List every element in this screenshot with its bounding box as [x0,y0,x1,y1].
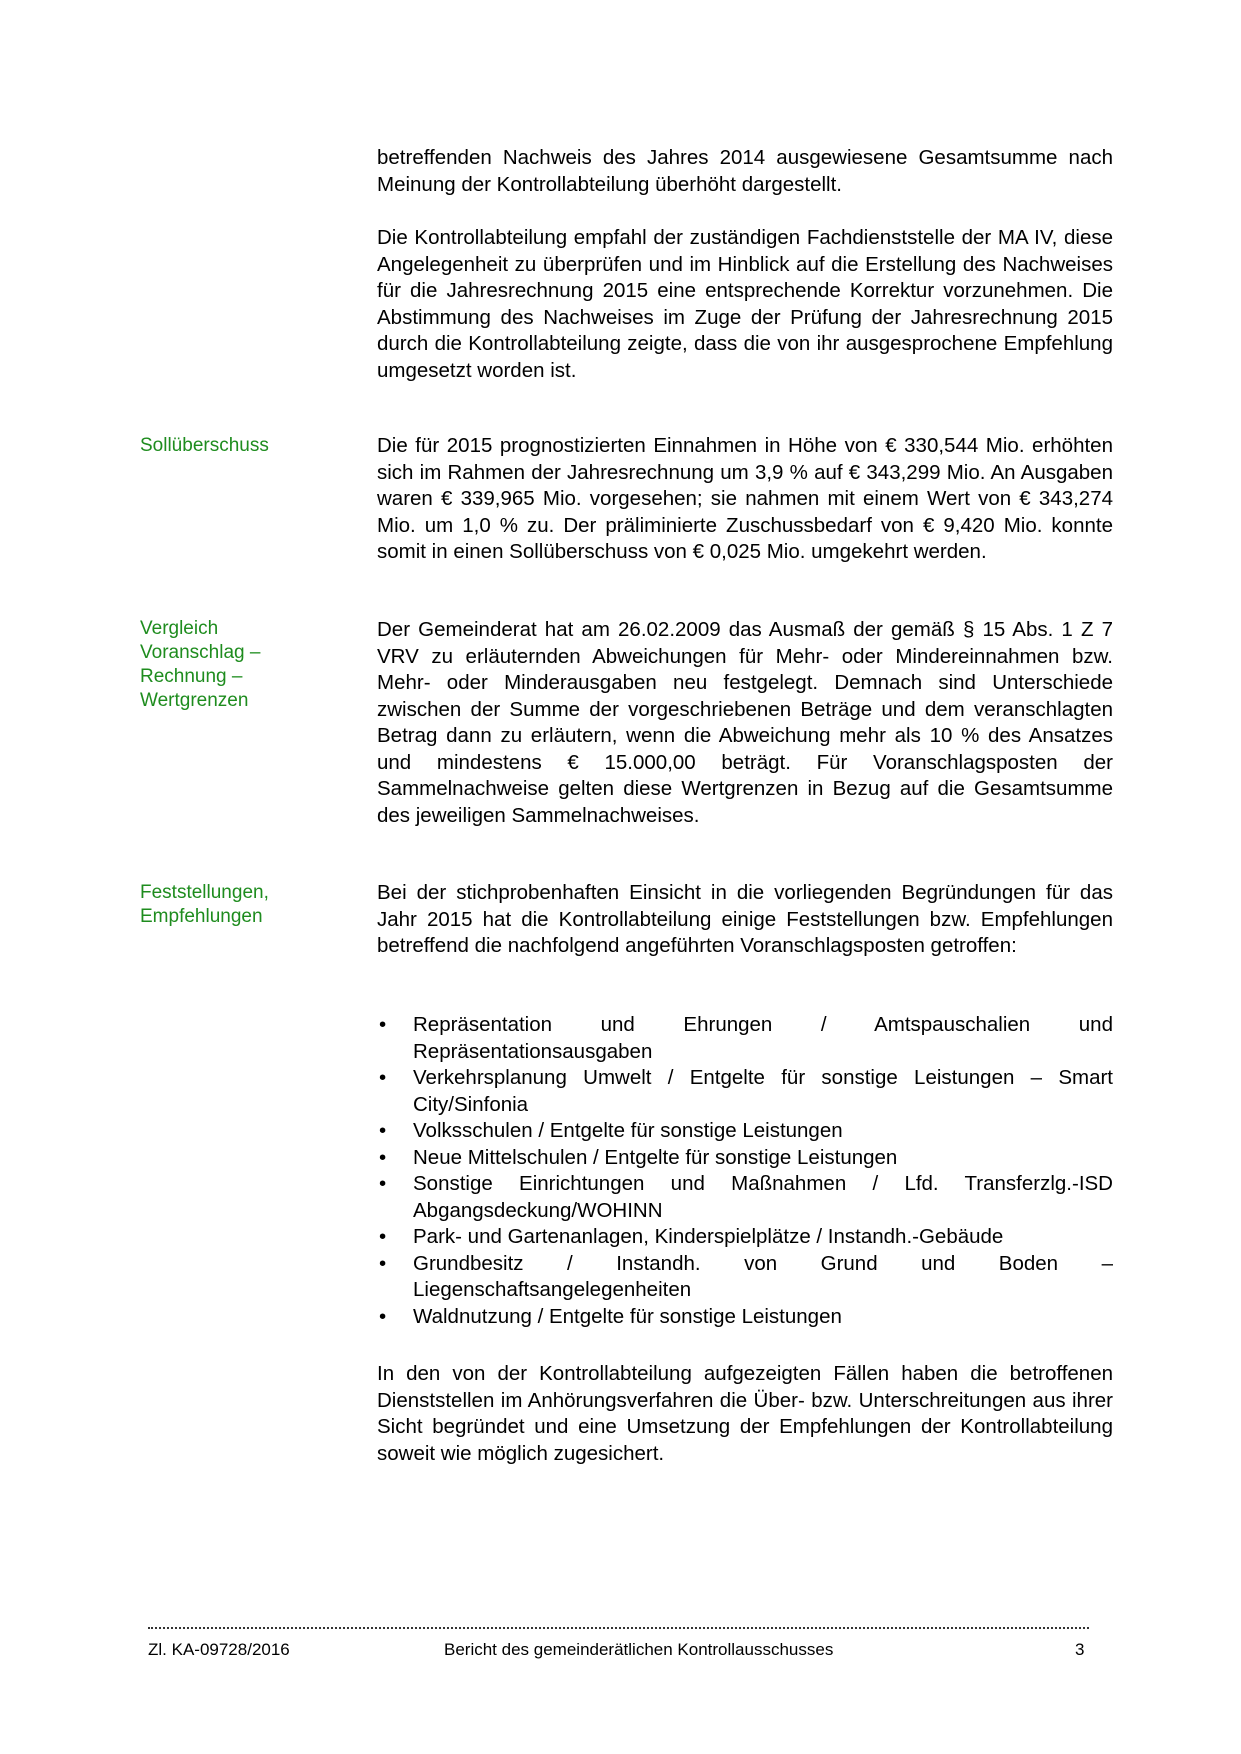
list-item-text: Volksschulen / Entgelte für sonstige Leistungen [413,1119,843,1142]
margin-note-line: Wertgrenzen [140,690,249,711]
bullet-icon: • [379,1013,387,1036]
margin-note-sollueberschuss [140,434,340,458]
list-item [377,1171,1113,1224]
list-item-text: Park- und Gartenanlagen, Kinderspielplätze / Instandh.-Gebäude [413,1225,1004,1248]
bullet-icon: • [379,1119,387,1142]
margin-note-line: Sollüberschuss [140,435,269,456]
voranschlagsposten-list [377,1012,1113,1330]
margin-note-feststellungen [140,881,340,929]
margin-note-line: Empfehlungen [140,906,263,927]
list-item [377,1145,1113,1172]
footer-title: Bericht des gemeinderätlichen Kontrollausschusses [444,1640,834,1659]
paragraph-nachweis-2014: betreffenden Nachweis des Jahres 2014 ausgewiesene Gesamtsumme nach Meinung der Kontrollabteilung überhöht dargestellt. [377,146,1113,196]
list-item [377,1065,1113,1118]
list-item-text: Waldnutzung / Entgelte für sonstige Leistungen [413,1304,842,1328]
footer-reference: Zl. KA-09728/2016 [148,1640,290,1659]
bullet-icon: • [379,1251,387,1275]
list-item-text: Grundbesitz / Instandh. von Grund und Boden – Liegenschaftsangelegenheiten [413,1251,1113,1301]
bullet-icon: • [379,1145,387,1169]
paragraph-sollueberschuss: Die für 2015 prognostizierten Einnahmen in Höhe von € 330,544 Mio. erhöhten sich im Rahmen der Jahresrechnung um 3,9 % auf € 343,299 Mio. An Ausgaben waren € 339,965 Mio. vorgesehen; sie nahmen mit einem Wert von € 343,274 Mio. um 1,0 % zu. Der präliminierte Zuschussbedarf von € 9,420 Mio. konnte somit in einen Sollüberschuss von € 0,025 Mio. umgekehrt werden. [377,434,1113,563]
list-item-text: Verkehrsplanung Umwelt / Entgelte für sonstige Leistungen – Smart City/Sinfonia [413,1066,1113,1116]
list-item [377,1251,1113,1304]
list-item-text: Sonstige Einrichtungen und Maßnahmen / Lfd. Transferzlg.-ISD Abgangsdeckung/WOHINN [413,1172,1113,1222]
list-item-text: Repräsentation und Ehrungen / Amtspauschalien und Repräsentationsausgaben [413,1013,1113,1063]
list-item-text: Neue Mittelschulen / Entgelte für sonstige Leistungen [413,1145,898,1169]
margin-note-line: Rechnung – [140,666,243,687]
page-number: 3 [1075,1640,1085,1659]
paragraph-wertgrenzen: Der Gemeinderat hat am 26.02.2009 das Ausmaß der gemäß § 15 Abs. 1 Z 7 VRV zu erläuternden Abweichungen für Mehr- oder Mindereinnahmen bzw. Mehr- oder Minderausgaben neu festgelegt. Demnach sind Unterschiede zwischen der Summe der vorgeschriebenen Beträge und dem veranschlagten Betrag dann zu erläutern, wenn die Abweichung mehr als 10 % des Ansatzes und mindestens € 15.000,00 beträgt. Für Voranschlagsposten der Sammelnachweise gelten diese Wertgrenzen in Bezug auf die Gesamtsumme des jeweiligen Sammelnachweises. [377,618,1113,827]
list-item [377,1224,1113,1251]
list-item [377,1304,1113,1331]
list-item [377,1012,1113,1065]
margin-note-line: Feststellungen, [140,882,269,903]
paragraph-anhoerungsverfahren: In den von der Kontrollabteilung aufgezeigten Fällen haben die betroffenen Dienststellen im Anhörungsverfahren die Über- bzw. Unterschreitungen aus ihrer Sicht begründet und eine Umsetzung der Empfehlungen der Kontrollabteilung soweit wie möglich zugesichert. [377,1362,1113,1465]
margin-note-line: Vergleich [140,618,219,639]
bullet-icon: • [379,1172,387,1195]
bullet-icon: • [379,1304,387,1328]
bullet-icon: • [379,1225,387,1248]
list-item [377,1118,1113,1145]
margin-note-vergleich [140,617,340,713]
bullet-icon: • [379,1066,387,1089]
margin-note-line: Voranschlag – [140,642,261,663]
footer-divider [148,1627,1089,1629]
paragraph-feststellungen: Bei der stichprobenhaften Einsicht in die vorliegenden Begründungen für das Jahr 2015 hat die Kontrollabteilung einige Feststellungen bzw. Empfehlungen betreffend die nachfolgend angeführten Voranschlagsposten getroffen: [377,881,1113,957]
paragraph-empfehlung-ma-iv: Die Kontrollabteilung empfahl der zuständigen Fachdienststelle der MA IV, diese Angelegenheit zu überprüfen und im Hinblick auf die Erstellung des Nachweises für die Jahresrechnung 2015 eine entsprechende Korrektur vorzunehmen. Die Abstimmung des Nachweises im Zuge der Prüfung der Jahresrechnung 2015 durch die Kontrollabteilung zeigte, dass die von ihr ausgesprochene Empfehlung umgesetzt worden ist. [377,226,1113,382]
